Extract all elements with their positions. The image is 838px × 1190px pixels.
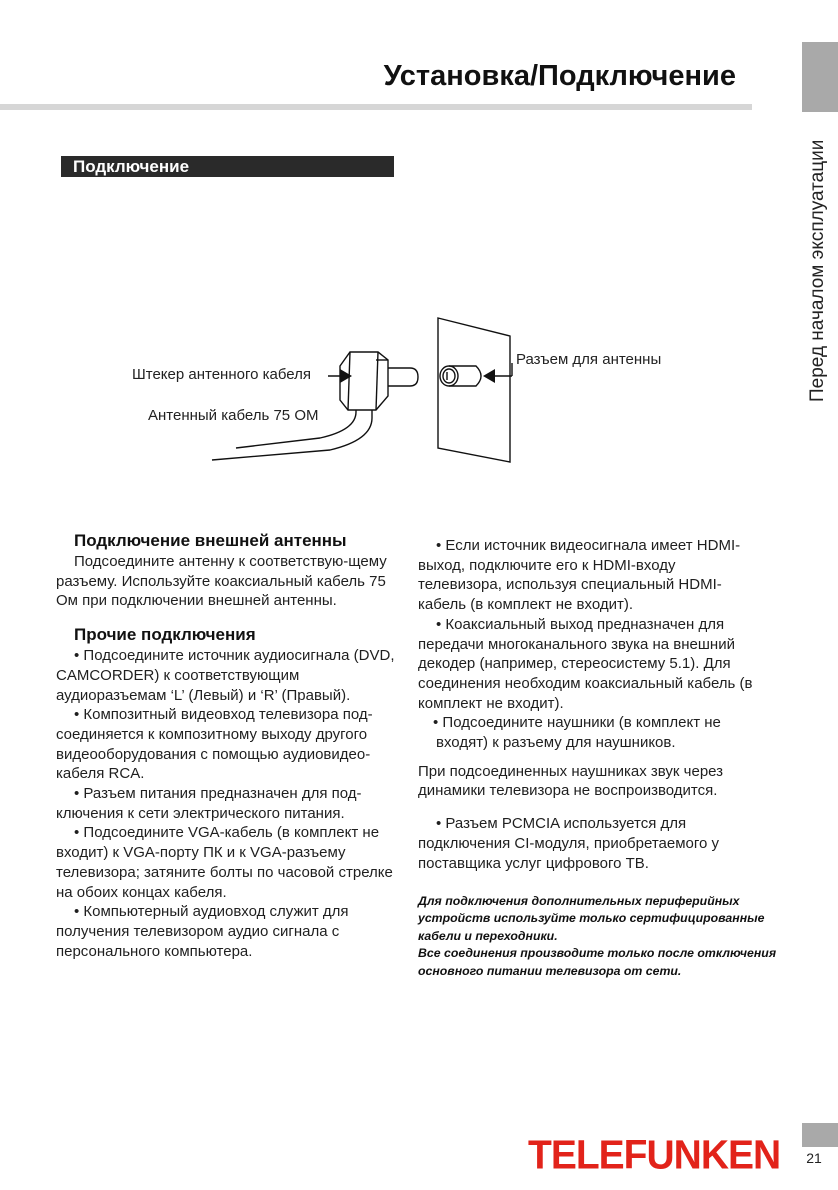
- bullet-composite: • Композитный видеовход телевизора под-соединяется к композитному выходу другого видеооборудования с помощью аудиовидео-кабеля RCA.: [56, 706, 373, 783]
- header-rule: [0, 104, 752, 110]
- cable-label: Антенный кабель 75 ОМ: [148, 407, 319, 424]
- bullet-headphones: • Подсоедините наушники (в комплект не входят) к разъему для наушников.: [433, 714, 721, 752]
- plug-label: Штекер антенного кабеля: [132, 366, 311, 383]
- warning-note: [418, 893, 778, 980]
- bullet-hdmi: • Если источник видеосигнала имеет HDMI-выход, подключите его к HDMI-входу телевизора, используя специальный HDMI-кабель (в комплект не входит).: [418, 537, 741, 614]
- bullet-audio: • Подсоедините источник аудиосигнала (DVD, CAMCORDER) к соответствующим аудиоразъемам ‘L’ (Левый) и ‘R’ (Правый).: [56, 647, 395, 704]
- page-number-tab: [802, 1123, 838, 1147]
- antenna-diagram: [0, 300, 760, 480]
- bullet-coaxial: • Коаксиальный выход предназначен для передачи многоканального звука на внешний декодер (например, стереосистему 5.1). Для соединения необходим коаксиальный кабель (в комплект не входит).: [418, 615, 753, 712]
- bullet-pc-audio: • Компьютерный аудиовход служит для получения телевизором аудио сигнала с персонального компьютера.: [56, 903, 349, 960]
- antenna-diagram-illustration: [0, 300, 760, 480]
- heading-external-antenna: Подключение внешней антенны: [74, 531, 347, 550]
- spacer: [418, 753, 763, 762]
- socket-label: Разъем для антенны: [516, 351, 662, 368]
- section-banner-label: Подключение: [73, 157, 190, 176]
- page-title: Установка/Подключение: [383, 60, 736, 92]
- spacer: [56, 611, 401, 624]
- note-power-off: Все соединения производите только после отключения основного питании телевизора от сети.: [418, 946, 777, 978]
- page-number: 21: [806, 1150, 822, 1166]
- bullet-pcmcia: • Разъем PCMCIA используется для подключения CI-модуля, приобретаемого у поставщика услуг цифрового ТВ.: [418, 815, 720, 872]
- bullet-vga: • Подсоедините VGA-кабель (в комплект не входит) к VGA-порту ПК и к VGA-разъему телевизора; затяните болты по часовой стрелке на обоих концах кабеля.: [56, 824, 393, 901]
- bullet-power: • Разъем питания предназначен для под-ключения к сети электрического питания.: [56, 785, 362, 822]
- side-section-label: Перед началом эксплуатации: [807, 139, 828, 402]
- left-column: [56, 530, 401, 961]
- section-banner: [61, 156, 394, 177]
- heading-other-connections: Прочие подключения: [74, 625, 256, 645]
- paragraph-external-antenna: Подсоедините антенну к соответствую-щему разъему. Используйте коаксиальный кабель 75 Ом при подключении внешней антенны.: [56, 553, 387, 610]
- brand-logo: TELEFUNKEN: [528, 1132, 781, 1179]
- right-column: [418, 536, 763, 873]
- paragraph-headphones-note: При подсоединенных наушниках звук через динамики телевизора не воспроизводится.: [418, 762, 724, 800]
- note-certified-cables: Для подключения дополнительных периферийных устройств используйте только сертифицированные кабели и переходники.: [418, 894, 765, 943]
- spacer: [418, 801, 763, 814]
